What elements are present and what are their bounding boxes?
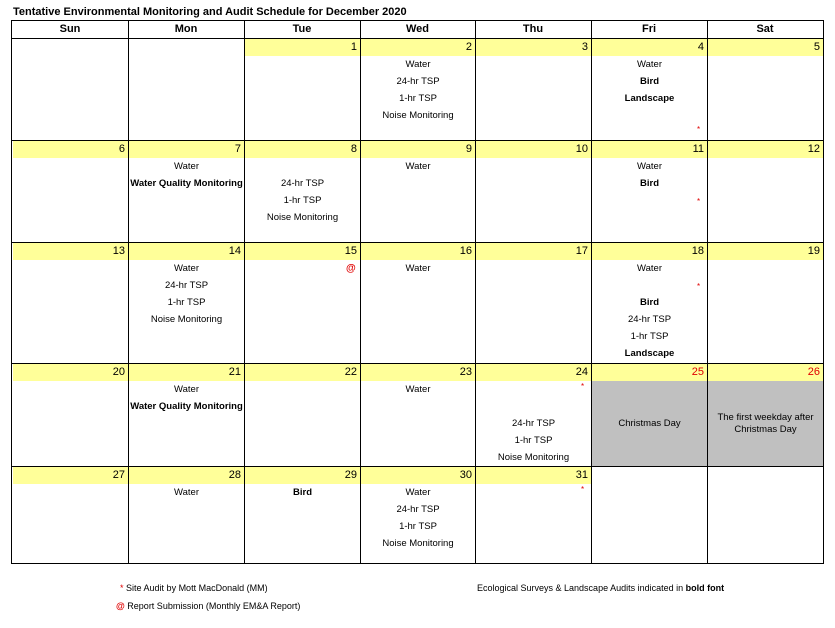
legend-site-audit [120, 583, 268, 593]
event-label: Bird [640, 297, 659, 308]
day-number: 12 [708, 141, 823, 158]
day-number: 6 [13, 141, 128, 158]
day-number: 4 [592, 39, 707, 56]
weekday-header-mon: Mon [174, 23, 198, 35]
event-label: 24-hr TSP [396, 76, 440, 87]
site-audit-marker: * [581, 485, 585, 494]
day-number: 1 [245, 39, 360, 56]
weekday-header-thu: Thu [522, 23, 544, 35]
day-number: 22 [245, 364, 360, 381]
weekday-header-sun: Sun [59, 23, 81, 35]
event-label: Bird [640, 76, 659, 87]
day-number: 14 [129, 243, 244, 260]
event-label: Water [637, 59, 662, 70]
day-number: 19 [708, 243, 823, 260]
day-number: 21 [129, 364, 244, 381]
grid-column-line [707, 21, 708, 563]
site-audit-marker: * [581, 382, 585, 391]
event-label: Noise Monitoring [266, 212, 339, 223]
day-number: 16 [361, 243, 475, 260]
day-number: 9 [361, 141, 475, 158]
day-number: 24 [476, 364, 591, 381]
legend-bold-note [477, 583, 724, 593]
event-label: Water [174, 263, 199, 274]
day-number: 20 [13, 364, 128, 381]
holiday-name: The first weekday after Christmas Day [717, 411, 814, 435]
event-label: Water Quality Monitoring [130, 401, 243, 412]
schedule-title: Tentative Environmental Monitoring and Audit Schedule for December 2020 [13, 6, 407, 18]
event-label: 24-hr TSP [396, 504, 440, 515]
event-label: Water [405, 487, 431, 498]
event-label: Water [405, 384, 431, 395]
event-label: 1-hr TSP [283, 195, 322, 206]
day-number: 26 [708, 364, 823, 381]
event-label: 24-hr TSP [280, 178, 325, 189]
legend-bold-word: bold [685, 583, 705, 593]
holiday-cell [708, 381, 823, 466]
day-number: 29 [245, 467, 360, 484]
day-number: 15 [245, 243, 360, 260]
day-number: 18 [592, 243, 707, 260]
weekday-header-fri: Fri [641, 23, 657, 35]
weekday-header-tue: Tue [292, 23, 312, 35]
day-number: 17 [476, 243, 591, 260]
day-number: 27 [13, 467, 128, 484]
weekday-header-wed: Wed [405, 23, 430, 35]
event-label: Water [405, 161, 431, 172]
event-label: Water [405, 263, 431, 274]
day-number: 28 [129, 467, 244, 484]
legend-report-submission [116, 601, 300, 611]
legend-star-text: Site Audit by Mott MacDonald (MM) [126, 583, 268, 593]
event-label: 24-hr TSP [627, 314, 672, 325]
day-number: 3 [476, 39, 591, 56]
event-label: 1-hr TSP [167, 297, 206, 308]
event-label: 1-hr TSP [399, 521, 437, 532]
day-number: 11 [592, 141, 707, 158]
event-label: Water [174, 161, 199, 172]
event-label: Landscape [624, 348, 675, 359]
day-number: 8 [245, 141, 360, 158]
event-label: 24-hr TSP [164, 280, 209, 291]
day-number: 5 [708, 39, 823, 56]
calendar-grid [11, 20, 824, 564]
site-audit-marker: * [697, 197, 701, 206]
legend-bold-prefix: Ecological Surveys & Landscape Audits indicated in [477, 583, 684, 593]
legend-bold-suffix: font [707, 583, 725, 593]
event-label: Water [637, 263, 662, 274]
event-label: Water [405, 59, 431, 70]
event-label: Noise Monitoring [150, 314, 223, 325]
day-number: 2 [361, 39, 475, 56]
day-number: 7 [129, 141, 244, 158]
legend-star-symbol: * [120, 583, 124, 593]
report-submission-marker: @ [346, 263, 356, 274]
holiday-name: Christmas Day [618, 417, 681, 429]
event-label: 24-hr TSP [511, 418, 556, 429]
day-number: 30 [361, 467, 475, 484]
legend-at-text: Report Submission (Monthly EM&A Report) [127, 601, 301, 611]
event-label: Noise Monitoring [497, 452, 570, 463]
event-label: 1-hr TSP [399, 93, 437, 104]
event-label: 1-hr TSP [514, 435, 553, 446]
event-label: Water [174, 384, 199, 395]
event-label: Water [637, 161, 662, 172]
day-number: 10 [476, 141, 591, 158]
legend-at-symbol: @ [116, 601, 125, 611]
event-label: Water Quality Monitoring [130, 178, 243, 189]
day-number: 13 [13, 243, 128, 260]
site-audit-marker: * [697, 125, 701, 134]
day-number: 25 [592, 364, 707, 381]
event-label: Bird [640, 178, 659, 189]
event-label: Bird [293, 487, 312, 498]
event-label: Water [174, 487, 199, 498]
event-label: Landscape [624, 93, 675, 104]
site-audit-marker: * [697, 282, 701, 291]
event-label: 1-hr TSP [630, 331, 669, 342]
day-number: 31 [476, 467, 591, 484]
weekday-header-sat: Sat [756, 23, 774, 35]
day-number: 23 [361, 364, 475, 381]
event-label: Noise Monitoring [382, 110, 454, 121]
holiday-cell [592, 381, 707, 466]
event-label: Noise Monitoring [382, 538, 454, 549]
